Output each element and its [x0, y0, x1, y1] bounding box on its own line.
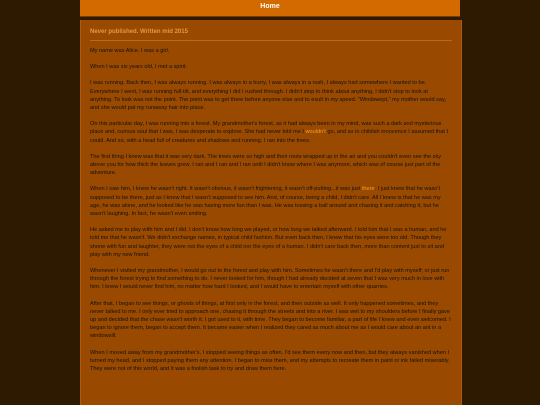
paragraph-6-text-c: . I just knew that he wasn't supposed to be there, just as I knew that I wasn't supposed to see him. And, of course, being a child, I didn't care. All I knew is that he was my age, he was alone, and he looked like he was having more fun than I was. He was tossing a ball around and chasing it and catching it, but he wasn't laughing. In fact, he wasn't even smiling. — [90, 186, 441, 218]
title-divider — [90, 40, 452, 41]
paragraph-9: After that, I began to see things, or ghosts of things, at first only in the forest, and then outside as well. It only happened sometimes, and they never talked to me. I only ever tried to approach one, chasing it through the streets and into a river. I was wet to my shoulders before I finally gave up and decided that the chase wasn't worth it. I got used to it, with time. They began to become familiar, a part of life I knew and even welcomed. I began to ignore them, began to accept them. It became easier when I realized they cared as much about me as I would care about an ant in a windowsill. — [90, 300, 451, 340]
paragraph-6 — [90, 185, 452, 218]
top-navigation-bar — [80, 0, 460, 17]
post-body — [81, 20, 461, 373]
paragraph-10: When I moved away from my grandmother's, I stopped seeing things as often. I'd see them every now and then, but they always vanished when I turned my head, and I stopped paying them any attention. I began to miss them, and my attempts to recreate them in paint or ink failed miserably. They were not of this world, and it was a foolish task to try and draw them here. — [90, 349, 450, 373]
emphasis-wouldnt: wouldn't — [305, 129, 326, 136]
paragraph-4-text-c: go, and so in childish innocence I assumed that I could. And so, with a head full of creatures and shadows and running, I ran into the trees. — [90, 129, 449, 144]
paragraph-5: The first thing I knew was that it was very dark. The trees were so high and their roots wrapped up in the air and you couldn't even see the sky above you for how thick the leaves grew. I ran and I ran and I ran until I didn't know where I was anymore, which was of course just part of the adventure. — [90, 153, 442, 177]
paragraph-7: He asked me to play with him and I did. I don't know how long we played, or how long we talked afterward. I told him that I was a human, and he told me that he wasn't. We didn't exchange names, in typical child fashion. But even back then, I knew that his eyes were too old. Though they shone with fun and laughter, they were not the eyes of a child nor the eyes of a human. I didn't care back then, more than content just to sit and play with my new friend. — [90, 227, 447, 258]
nav-home-link[interactable]: Home — [260, 3, 280, 10]
emphasis-there: there — [361, 186, 375, 193]
paragraph-2: When I was six years old, I met a spirit. — [90, 64, 187, 71]
paragraph-3: I was running. Back then, I was always running. I was always in a hurry, I was always in a rush, I always had somewhere I wanted to be. Everywhere I went, I was running full-tilt, and everything I did I rushed through. I didn't stop to think about anything, I didn't stop to look at anything. To look was not the point. The point was to get there before anyone else and to exult in my speed. “Windswept,” my mother would say, and she would pat my runaway hair into place. — [90, 80, 447, 112]
post-content-panel — [80, 20, 462, 405]
paragraph-8: Whenever I visited my grandmother, I would go out to the forest and play with him. Sometimes he wasn't there and I'd play with myself; or just run through the forest trying to find something to do. I never looked for him, though I had already decided at seven that I was very much in love with him. I knew I would never find him, no matter how hard I looked, and I would have to entertain myself with other quarries. — [90, 268, 450, 291]
paragraph-1: My name was Alice. I was a girl. — [90, 48, 170, 54]
post-title: Never published. Written mid 2015 — [90, 29, 188, 35]
paragraph-4-text-a: On this particular day, I was running into a forest. My grandmother's forest, as it had always been in my mind, was such a dark and mysterious place and, curious soul that I was, I was desperate to explore. She had never told me I — [90, 121, 442, 136]
paragraph-6-text-a: When I saw him, I knew he wasn't right. It wasn't obvious, it wasn't frightening, it wasn't off-putting...it was just — [90, 186, 362, 193]
paragraph-4 — [90, 120, 452, 145]
